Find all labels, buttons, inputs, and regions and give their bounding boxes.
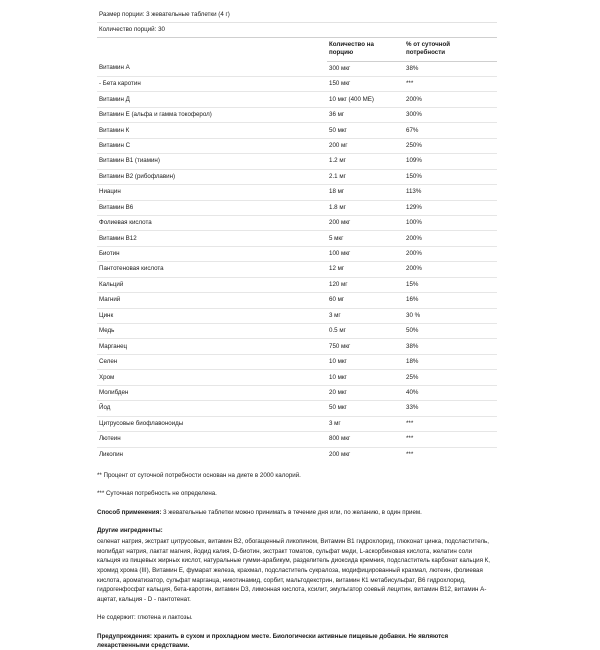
usage-text: 3 жевательные таблетки можно принимать в течение дня или, по желанию, в один прием. [161,508,422,516]
nutrient-amount: 0.5 мг [327,324,404,339]
table-row [97,61,497,76]
nutrient-amount: 2.1 мг [327,169,404,184]
warning-label: Предупреждения: [97,632,152,640]
nutrient-daily-value: 150% [404,169,497,184]
nutrient-daily-value: 67% [404,123,497,138]
table-row [97,107,497,122]
table-row [97,324,497,339]
nutrient-amount: 10 мкг (400 МЕ) [327,92,404,107]
table-row [97,401,497,416]
servings-per-container-line: Количество порций: 30 [97,23,497,38]
column-header-dv [404,38,497,61]
nutrient-amount: 5 мкг [327,231,404,246]
nutrient-name: Ниацин [97,185,327,200]
nutrient-daily-value: 200% [404,92,497,107]
nutrient-name: Витамин В12 [97,231,327,246]
nutrient-daily-value: *** [404,77,497,92]
serving-info-block [97,8,497,462]
table-row [97,308,497,323]
nutrient-amount: 200 мкг [327,215,404,230]
nutrient-name: Витамин С [97,138,327,153]
nutrient-daily-value: 30 % [404,308,497,323]
nutrient-daily-value: 33% [404,401,497,416]
nutrient-daily-value: 16% [404,293,497,308]
footnote-daily-value: ** Процент от суточной потребности основан на диете в 2000 калорий. [97,471,301,479]
table-row [97,262,497,277]
table-row [97,77,497,92]
column-header-amount-line1: Количество на [329,40,374,48]
column-header-amount [327,38,404,61]
nutrient-amount: 10 мкг [327,370,404,385]
allergen-paragraph: Не содержит: глютена и лактозы. [97,614,193,622]
other-ingredients-label: Другие ингредиенты: [97,526,163,534]
nutrient-name: - Бета каротин [97,77,327,92]
nutrient-amount: 10 мкг [327,354,404,369]
table-row [97,215,497,230]
table-header-row [97,38,497,61]
nutrient-name: Витамин В2 (рибофлавин) [97,169,327,184]
nutrient-daily-value: 18% [404,354,497,369]
table-row [97,432,497,447]
nutrient-name: Йод [97,401,327,416]
table-row [97,185,497,200]
nutrient-amount: 50 мкг [327,123,404,138]
nutrient-amount: 120 мг [327,277,404,292]
nutrient-daily-value: 113% [404,185,497,200]
nutrient-daily-value: 100% [404,215,497,230]
usage-paragraph [97,508,497,517]
nutrient-daily-value: 250% [404,138,497,153]
nutrient-name: Витамин В1 (тиамин) [97,154,327,169]
nutrient-name: Магний [97,293,327,308]
nutrient-amount: 750 мкг [327,339,404,354]
nutrient-amount: 3 мг [327,308,404,323]
table-row [97,339,497,354]
table-row [97,92,497,107]
nutrient-daily-value: 40% [404,385,497,400]
table-body [97,61,497,462]
nutrient-daily-value: 300% [404,107,497,122]
nutrient-daily-value: 200% [404,231,497,246]
nutrient-amount: 60 мг [327,293,404,308]
nutrient-amount: 300 мкг [327,61,404,76]
table-row [97,385,497,400]
usage-label: Способ применения: [97,508,162,516]
table-row [97,123,497,138]
other-ingredients-text: селенат натрия, экстракт цитрусовых, витамин В2, обогащенный ликопином, Витамин В1 гидрохлорид, глюконат цинка, подсластитель, молибдат натрия, лактат магния, йодид калия, D-биотин, экстракт томатов, сульфат меди, L-аскорбиновая кислота, желатин соли кальция из пищевых жирных кислот, натуральные гумми-арабикум, разделитель диоксида кремния, подсластитель карбонат кальция К, хромид хрома (III), Витамин Е, фумарат железа, крахмал, подсластитель сукралоза, модифицированный крахмал, лютеин, фолиевая кислота, ароматизатор, сульфат марганца, никотинамид, сорбит, мальтодекстрин, витамин К1 метабисульфат, В6 гидрохлорид, гидрогенфосфат кальция, бета-каротин, витамин D3, лимонная кислота, ксилит, эмульгатор соевый лецитин, витамин В12, витамин А-ацетат, кальция - D - пантотенат. [97,538,491,603]
nutrient-amount: 18 мг [327,185,404,200]
nutrient-daily-value: 109% [404,154,497,169]
nutrient-name: Селен [97,354,327,369]
nutrient-daily-value: 200% [404,262,497,277]
nutrient-name: Кальций [97,277,327,292]
nutrient-name: Пантотеновая кислота [97,262,327,277]
table-row [97,246,497,261]
nutrient-name: Молибден [97,385,327,400]
column-header-dv-line2: потребности [406,49,446,57]
nutrient-amount: 50 мкг [327,401,404,416]
nutrient-name: Ликопин [99,450,123,458]
nutrient-amount: 20 мкг [327,385,404,400]
serving-size-line: Размер порции: 3 жевательные таблетки (4 г) [97,8,497,23]
nutrient-amount: 1.2 мг [327,154,404,169]
column-header-amount-line2: порцию [329,49,354,57]
table-row [97,447,497,462]
nutrient-amount: 12 мг [327,262,404,277]
table-row [97,416,497,431]
nutrient-name: Лютеин [97,432,327,447]
nutrient-name: Биотин [97,246,327,261]
nutrient-name: Витамин Д [97,92,327,107]
footnote-undefined-dv: *** Суточная потребность не определена. [97,490,217,498]
nutrient-name: Витамин Е (альфа и гамма токоферол) [97,107,327,122]
nutrient-daily-value: 129% [404,200,497,215]
warning-paragraph [97,632,497,650]
nutrient-amount: 100 мкг [327,246,404,261]
table-header [97,38,497,61]
nutrient-amount: 36 мг [327,107,404,122]
table-row [97,154,497,169]
nutrient-name: Фолиевая кислота [97,215,327,230]
table-row [97,370,497,385]
nutrient-daily-value: 38% [404,339,497,354]
warning-text: хранить в сухом и прохладном месте. Биологически активные пищевые добавки. Не являются лекарственными средствами. [97,632,449,649]
nutrient-daily-value: *** [404,432,497,447]
nutrient-amount: 3 мг [327,416,404,431]
nutrient-name: Цитрусовые биофлавоноиды [97,416,327,431]
nutrient-name: Цинк [97,308,327,323]
nutrient-amount: 200 мкг [329,450,351,458]
nutrient-amount: 800 мкг [327,432,404,447]
column-header-dv-line1: % от суточной [406,40,451,48]
nutrient-name: Хром [97,370,327,385]
notes-block [97,471,497,650]
nutrient-daily-value: 200% [404,246,497,261]
supplement-facts-table [97,38,497,462]
nutrient-amount: 200 мг [327,138,404,153]
table-row [97,231,497,246]
nutrient-name: Витамин В6 [97,200,327,215]
nutrient-daily-value: *** [406,450,414,458]
nutrient-amount: 150 мкг [327,77,404,92]
nutrient-daily-value: 50% [404,324,497,339]
nutrient-amount: 1.8 мг [327,200,404,215]
nutrient-name: Марганец [97,339,327,354]
table-row [97,169,497,184]
nutrient-daily-value: *** [404,416,497,431]
nutrient-daily-value: 38% [404,61,497,76]
table-row [97,200,497,215]
table-row [97,277,497,292]
nutrient-name: Медь [97,324,327,339]
table-row [97,138,497,153]
nutrient-name: Витамин К [97,123,327,138]
column-header-name [97,38,327,61]
table-row [97,293,497,308]
table-row [97,354,497,369]
other-ingredients-paragraph [97,526,497,605]
nutrient-name: Витамин А [97,61,327,76]
nutrient-daily-value: 15% [404,277,497,292]
nutrient-daily-value: 25% [404,370,497,385]
